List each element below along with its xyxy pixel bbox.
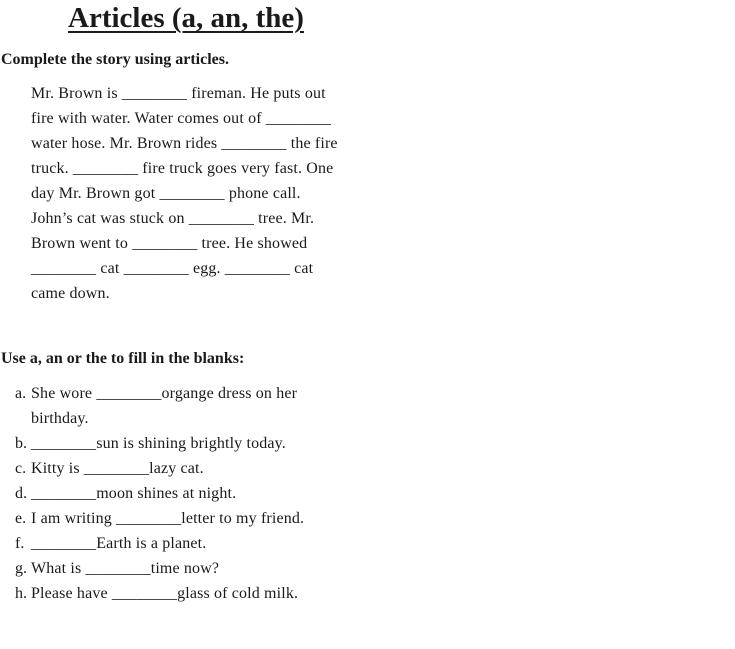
item-marker: f.	[15, 535, 25, 552]
item-marker: e.	[15, 510, 27, 527]
story-line: day Mr. Brown got ________ phone call.	[31, 185, 301, 202]
item-marker: a.	[15, 385, 27, 402]
story-line: ________ cat ________ egg. ________ cat	[31, 260, 314, 277]
item-text: ________sun is shining brightly today.	[31, 435, 286, 452]
item-marker: h.	[15, 585, 27, 602]
story-line: water hose. Mr. Brown rides ________ the fire	[31, 135, 338, 152]
item-text: I am writing ________letter to my friend.	[31, 510, 305, 527]
item-marker: b.	[15, 435, 27, 452]
item-text: Please have ________glass of cold milk.	[31, 585, 299, 602]
item-text: She wore ________organge dress on her	[31, 385, 298, 402]
item-marker: c.	[15, 460, 27, 477]
item-text: ________moon shines at night.	[31, 485, 237, 502]
item-marker: g.	[15, 560, 27, 577]
story-line: Brown went to ________ tree. He showed	[31, 235, 308, 252]
story-line: John’s cat was stuck on ________ tree. Mr.	[31, 210, 315, 227]
story-line: came down.	[31, 285, 110, 302]
item-text-continued: birthday.	[31, 410, 89, 427]
story-line: truck. ________ fire truck goes very fast. One	[31, 160, 334, 177]
story-line: fire with water. Water comes out of ________	[31, 110, 332, 127]
item-marker: d.	[15, 485, 27, 502]
story-instruction: Complete the story using articles.	[1, 51, 229, 68]
exercise-instruction: Use a, an or the to fill in the blanks:	[1, 350, 245, 367]
item-text: Kitty is ________lazy cat.	[31, 460, 204, 477]
item-text: What is ________time now?	[31, 560, 220, 577]
story-line: Mr. Brown is ________ fireman. He puts out	[31, 85, 326, 102]
item-text: ________Earth is a planet.	[31, 535, 207, 552]
worksheet-title: Articles (a, an, the)	[68, 2, 304, 34]
